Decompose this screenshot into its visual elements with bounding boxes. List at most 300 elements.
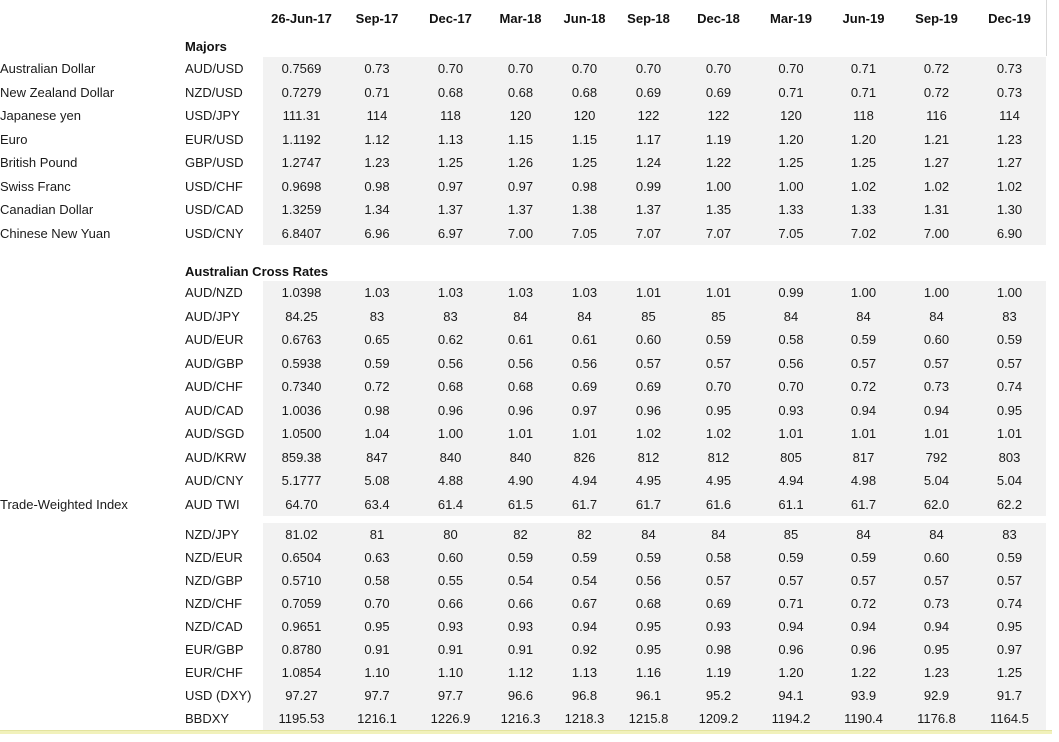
currency-name <box>0 328 185 352</box>
pair-label: USD/CHF <box>185 178 243 194</box>
pair-label: AUD/EUR <box>185 332 244 348</box>
rate-cell: 0.65 <box>340 328 414 352</box>
rate-cell: 1.25 <box>755 151 827 175</box>
table-row <box>0 281 1046 305</box>
rate-cell: 1.22 <box>827 661 900 684</box>
rate-cell: 4.88 <box>414 469 487 493</box>
rate-cell: 1.00 <box>973 281 1046 305</box>
currency-name <box>0 375 185 399</box>
rate-cell: 0.96 <box>827 638 900 661</box>
rate-cell: 1190.4 <box>827 707 900 730</box>
rate-cell: 7.07 <box>682 222 755 246</box>
rate-cell: 81.02 <box>263 523 340 546</box>
rate-cell: 118 <box>414 104 487 128</box>
rate-cell: 1218.3 <box>554 707 615 730</box>
rate-cell: 0.72 <box>827 592 900 615</box>
rate-cell: 0.59 <box>340 352 414 376</box>
rate-cell: 91.7 <box>973 684 1046 707</box>
table-row <box>0 305 1046 329</box>
currency-name <box>0 546 185 569</box>
rate-cell: 1.10 <box>340 661 414 684</box>
rate-cell: 0.98 <box>340 399 414 423</box>
rate-cell: 0.70 <box>682 375 755 399</box>
currency-name: Australian Dollar <box>0 61 96 77</box>
rate-cell: 0.94 <box>755 615 827 638</box>
rate-cell: 1.01 <box>554 422 615 446</box>
rate-cell: 1164.5 <box>973 707 1046 730</box>
rate-cell: 1.34 <box>340 198 414 222</box>
pair-label: USD/CAD <box>185 202 244 218</box>
rate-cell: 1.23 <box>973 128 1046 152</box>
rate-cell: 1.01 <box>900 422 973 446</box>
rate-cell: 826 <box>554 446 615 470</box>
table-row <box>0 175 1046 199</box>
rate-cell: 118 <box>827 104 900 128</box>
rate-cell: 0.7279 <box>263 81 340 105</box>
currency-name: Euro <box>0 131 28 147</box>
section-header-spacer <box>0 36 185 57</box>
rate-cell: 4.95 <box>682 469 755 493</box>
rate-cell: 0.70 <box>615 57 682 81</box>
rate-cell: 114 <box>973 104 1046 128</box>
table-row <box>0 707 1046 730</box>
rate-cell: 7.02 <box>827 222 900 246</box>
currency-name: Swiss Franc <box>0 178 71 194</box>
rate-cell: 92.9 <box>900 684 973 707</box>
rate-cell: 0.57 <box>827 569 900 592</box>
rate-cell: 1.02 <box>973 175 1046 199</box>
rate-cell: 0.95 <box>615 615 682 638</box>
pair-label: EUR/GBP <box>185 642 244 657</box>
currency-name <box>0 469 185 493</box>
rate-cell: 0.98 <box>554 175 615 199</box>
rate-cell: 1.00 <box>414 422 487 446</box>
rate-cell: 1.13 <box>414 128 487 152</box>
rate-cell: 0.7059 <box>263 592 340 615</box>
rate-cell: 0.93 <box>755 399 827 423</box>
rate-cell: 1194.2 <box>755 707 827 730</box>
rate-cell: 1.03 <box>554 281 615 305</box>
pair-label: USD/CNY <box>185 225 244 241</box>
rate-cell: 1.26 <box>487 151 554 175</box>
rate-cell: 1.15 <box>487 128 554 152</box>
rate-cell: 0.68 <box>487 81 554 105</box>
rate-cell: 114 <box>340 104 414 128</box>
rate-cell: 1.02 <box>615 422 682 446</box>
rate-cell: 0.74 <box>973 592 1046 615</box>
rate-cell: 82 <box>487 523 554 546</box>
rate-cell: 96.1 <box>615 684 682 707</box>
rate-cell: 116 <box>900 104 973 128</box>
rate-cell: 0.73 <box>900 375 973 399</box>
rate-cell: 1.02 <box>900 175 973 199</box>
currency-name: British Pound <box>0 155 78 171</box>
rate-cell: 1.33 <box>755 198 827 222</box>
pair-label: NZD/CAD <box>185 619 243 634</box>
rate-cell: 1.20 <box>755 661 827 684</box>
table-row <box>0 57 1046 81</box>
table-row <box>0 615 1046 638</box>
rate-cell: 7.00 <box>487 222 554 246</box>
rate-cell: 1.22 <box>682 151 755 175</box>
currency-name <box>0 352 185 376</box>
rate-cell: 122 <box>615 104 682 128</box>
rate-cell: 64.70 <box>263 493 340 517</box>
rate-cell: 84 <box>554 305 615 329</box>
rate-cell: 0.93 <box>682 615 755 638</box>
rate-cell: 1.19 <box>682 661 755 684</box>
rate-cell: 0.99 <box>615 175 682 199</box>
rate-cell: 1.23 <box>340 151 414 175</box>
rate-cell: 5.04 <box>900 469 973 493</box>
rate-cell: 0.70 <box>340 592 414 615</box>
rate-cell: 1.00 <box>755 175 827 199</box>
rate-cell: 0.95 <box>340 615 414 638</box>
rate-cell: 0.91 <box>487 638 554 661</box>
rate-cell: 61.7 <box>554 493 615 517</box>
rate-cell: 1.03 <box>414 281 487 305</box>
rate-cell: 0.71 <box>340 81 414 105</box>
rate-cell: 1.10 <box>414 661 487 684</box>
rate-cell: 1215.8 <box>615 707 682 730</box>
rate-cell: 0.95 <box>973 399 1046 423</box>
rate-cell: 0.7569 <box>263 57 340 81</box>
section-header-row <box>0 36 1046 57</box>
rate-cell: 0.62 <box>414 328 487 352</box>
rate-cell: 0.54 <box>554 569 615 592</box>
pair-label: EUR/USD <box>185 131 244 147</box>
rate-cell: 0.9698 <box>263 175 340 199</box>
section-gap <box>0 245 1046 261</box>
rate-cell: 1.01 <box>487 422 554 446</box>
rate-cell: 93.9 <box>827 684 900 707</box>
rate-cell: 0.59 <box>755 546 827 569</box>
rate-cell: 840 <box>414 446 487 470</box>
rate-cell: 1.23 <box>900 661 973 684</box>
rate-cell: 96.6 <box>487 684 554 707</box>
section-header-majors: Majors <box>185 39 227 54</box>
rate-cell: 84 <box>900 523 973 546</box>
rate-cell: 83 <box>414 305 487 329</box>
currency-name <box>0 399 185 423</box>
column-header-mar-18: Mar-18 <box>499 10 542 26</box>
rate-cell: 0.7340 <box>263 375 340 399</box>
pane-border-line <box>1046 0 1047 56</box>
column-header-jun-19: Jun-19 <box>842 10 885 26</box>
rate-cell: 0.72 <box>827 375 900 399</box>
rate-cell: 0.72 <box>900 57 973 81</box>
rate-cell: 0.55 <box>414 569 487 592</box>
rate-cell: 61.4 <box>414 493 487 517</box>
rate-cell: 1.03 <box>487 281 554 305</box>
currency-name <box>0 592 185 615</box>
rate-cell: 0.72 <box>900 81 973 105</box>
rate-cell: 1.21 <box>900 128 973 152</box>
rate-cell: 120 <box>554 104 615 128</box>
rate-cell: 1.25 <box>973 661 1046 684</box>
rate-cell: 6.90 <box>973 222 1046 246</box>
table-row <box>0 104 1046 128</box>
rate-cell: 0.54 <box>487 569 554 592</box>
rate-cell: 0.58 <box>682 546 755 569</box>
rate-cell: 0.71 <box>827 57 900 81</box>
rate-cell: 0.68 <box>414 81 487 105</box>
rate-cell: 1.0854 <box>263 661 340 684</box>
rate-cell: 1.30 <box>973 198 1046 222</box>
rate-cell: 0.6763 <box>263 328 340 352</box>
table-row <box>0 328 1046 352</box>
column-header-mar-19: Mar-19 <box>770 10 812 26</box>
rate-cell: 1.17 <box>615 128 682 152</box>
rate-cell: 80 <box>414 523 487 546</box>
rate-cell: 0.59 <box>487 546 554 569</box>
rate-cell: 1.12 <box>487 661 554 684</box>
rate-cell: 1.25 <box>414 151 487 175</box>
pair-label: USD/JPY <box>185 108 240 124</box>
rate-cell: 0.69 <box>615 81 682 105</box>
rate-cell: 84.25 <box>263 305 340 329</box>
currency-name <box>0 281 185 305</box>
table-head <box>0 0 1046 36</box>
rate-cell: 1.24 <box>615 151 682 175</box>
table-row <box>0 569 1046 592</box>
rate-cell: 0.96 <box>487 399 554 423</box>
rate-cell: 0.94 <box>900 399 973 423</box>
rate-cell: 97.27 <box>263 684 340 707</box>
rate-cell: 817 <box>827 446 900 470</box>
table-row <box>0 661 1046 684</box>
rate-cell: 0.61 <box>554 328 615 352</box>
rate-cell: 0.57 <box>682 352 755 376</box>
rate-cell: 0.68 <box>487 375 554 399</box>
rate-cell: 1.38 <box>554 198 615 222</box>
currency-name <box>0 684 185 707</box>
rate-cell: 61.1 <box>755 493 827 517</box>
rate-cell: 0.73 <box>973 81 1046 105</box>
rate-cell: 0.57 <box>827 352 900 376</box>
rate-cell: 84 <box>682 523 755 546</box>
rate-cell: 0.70 <box>414 57 487 81</box>
rate-cell: 0.97 <box>554 399 615 423</box>
rate-cell: 0.73 <box>900 592 973 615</box>
pair-label: BBDXY <box>185 711 230 726</box>
currency-name <box>0 569 185 592</box>
rate-cell: 83 <box>973 305 1046 329</box>
rate-cell: 0.91 <box>414 638 487 661</box>
column-header-sep-17: Sep-17 <box>355 10 399 26</box>
table-row <box>0 592 1046 615</box>
rate-cell: 120 <box>755 104 827 128</box>
pair-label: AUD/USD <box>185 61 244 77</box>
rate-cell: 1.04 <box>340 422 414 446</box>
rate-cell: 803 <box>973 446 1046 470</box>
rate-cell: 0.56 <box>615 569 682 592</box>
rate-cell: 97.7 <box>414 684 487 707</box>
rate-cell: 122 <box>682 104 755 128</box>
pair-label: NZD/JPY <box>185 527 240 542</box>
rate-cell: 0.57 <box>973 352 1046 376</box>
rate-cell: 0.94 <box>827 399 900 423</box>
rate-cell: 84 <box>755 305 827 329</box>
currency-name: New Zealand Dollar <box>0 84 115 100</box>
rate-cell: 111.31 <box>263 104 340 128</box>
rate-cell: 0.95 <box>900 638 973 661</box>
rate-cell: 0.94 <box>900 615 973 638</box>
currency-name <box>0 305 185 329</box>
rate-cell: 0.57 <box>973 569 1046 592</box>
table-row <box>0 198 1046 222</box>
rate-cell: 1.12 <box>340 128 414 152</box>
rate-cell: 7.07 <box>615 222 682 246</box>
table-row <box>0 399 1046 423</box>
section-gap <box>0 516 1046 523</box>
rate-cell: 0.56 <box>554 352 615 376</box>
rate-cell: 0.93 <box>487 615 554 638</box>
currency-name: Trade-Weighted Index <box>0 496 128 512</box>
rate-cell: 61.5 <box>487 493 554 517</box>
bottom-rule <box>0 730 1052 734</box>
rate-cell: 0.70 <box>554 57 615 81</box>
rate-cell: 0.66 <box>414 592 487 615</box>
rate-cell: 1.3259 <box>263 198 340 222</box>
rate-cell: 62.2 <box>973 493 1046 517</box>
column-header-jun-18: Jun-18 <box>563 10 606 26</box>
rate-cell: 812 <box>615 446 682 470</box>
pair-label: NZD/CHF <box>185 596 243 611</box>
section-gap-cell <box>0 516 1046 523</box>
rate-cell: 62.0 <box>900 493 973 517</box>
rate-cell: 0.96 <box>615 399 682 423</box>
header-spacer-pair <box>185 0 263 36</box>
section-header-australian-cross-rates: Australian Cross Rates <box>185 263 329 279</box>
pair-label: EUR/CHF <box>185 665 243 680</box>
rate-cell: 84 <box>900 305 973 329</box>
rate-cell: 0.95 <box>682 399 755 423</box>
rate-cell: 1.37 <box>615 198 682 222</box>
rate-cell: 4.94 <box>755 469 827 493</box>
currency-name <box>0 422 185 446</box>
column-header-sep-19: Sep-19 <box>915 10 958 26</box>
rate-cell: 0.94 <box>554 615 615 638</box>
rate-cell: 0.97 <box>973 638 1046 661</box>
rate-cell: 0.69 <box>554 375 615 399</box>
rate-cell: 0.73 <box>973 57 1046 81</box>
rate-cell: 97.7 <box>340 684 414 707</box>
rate-cell: 0.5710 <box>263 569 340 592</box>
currency-name: Japanese yen <box>0 108 81 124</box>
rate-cell: 1.01 <box>755 422 827 446</box>
rate-cell: 1209.2 <box>682 707 755 730</box>
rate-cell: 1.16 <box>615 661 682 684</box>
rate-cell: 6.97 <box>414 222 487 246</box>
rate-cell: 1.00 <box>682 175 755 199</box>
rate-cell: 0.5938 <box>263 352 340 376</box>
currency-name <box>0 661 185 684</box>
column-header-dec-17: Dec-17 <box>429 10 472 26</box>
table-row <box>0 493 1046 517</box>
rate-cell: 0.97 <box>487 175 554 199</box>
pair-label: AUD/GBP <box>185 355 244 371</box>
rate-cell: 0.57 <box>900 569 973 592</box>
rate-cell: 61.7 <box>615 493 682 517</box>
rate-cell: 0.73 <box>340 57 414 81</box>
currency-name: Chinese New Yuan <box>0 225 111 241</box>
currency-name <box>0 707 185 730</box>
rate-cell: 0.69 <box>682 592 755 615</box>
rate-cell: 0.60 <box>900 328 973 352</box>
pair-label: GBP/USD <box>185 155 244 171</box>
rate-cell: 1216.1 <box>340 707 414 730</box>
rate-cell: 1.31 <box>900 198 973 222</box>
rate-cell: 0.61 <box>487 328 554 352</box>
rate-cell: 0.60 <box>615 328 682 352</box>
currency-name <box>0 446 185 470</box>
rate-cell: 0.63 <box>340 546 414 569</box>
pair-label: AUD/CAD <box>185 402 244 418</box>
rate-cell: 0.59 <box>973 546 1046 569</box>
table-row <box>0 375 1046 399</box>
rate-cell: 0.68 <box>414 375 487 399</box>
section-header-row <box>0 261 1046 281</box>
rate-cell: 1176.8 <box>900 707 973 730</box>
rate-cell: 0.70 <box>755 57 827 81</box>
table-row <box>0 523 1046 546</box>
rate-cell: 0.99 <box>755 281 827 305</box>
rate-cell: 0.59 <box>554 546 615 569</box>
pair-label: AUD/KRW <box>185 449 247 465</box>
date-header-row <box>0 0 1046 36</box>
rate-cell: 0.93 <box>414 615 487 638</box>
rate-cell: 85 <box>682 305 755 329</box>
pair-label: AUD/NZD <box>185 285 243 301</box>
rate-cell: 1.0036 <box>263 399 340 423</box>
column-header-26-jun-17: 26-Jun-17 <box>271 10 332 26</box>
rate-cell: 0.8780 <box>263 638 340 661</box>
rate-cell: 84 <box>827 305 900 329</box>
rate-cell: 0.59 <box>615 546 682 569</box>
rate-cell: 0.68 <box>615 592 682 615</box>
rate-cell: 0.70 <box>755 375 827 399</box>
rate-cell: 84 <box>615 523 682 546</box>
pair-label: AUD TWI <box>185 496 240 512</box>
rate-cell: 0.95 <box>615 638 682 661</box>
rate-cell: 0.56 <box>414 352 487 376</box>
rate-cell: 0.56 <box>755 352 827 376</box>
section-header-spacer <box>0 261 185 281</box>
rate-cell: 0.95 <box>973 615 1046 638</box>
rate-cell: 840 <box>487 446 554 470</box>
rate-cell: 0.67 <box>554 592 615 615</box>
rate-cell: 1.0500 <box>263 422 340 446</box>
rate-cell: 0.71 <box>755 592 827 615</box>
rate-cell: 0.74 <box>973 375 1046 399</box>
rate-cell: 6.96 <box>340 222 414 246</box>
rate-cell: 0.66 <box>487 592 554 615</box>
rate-cell: 1.20 <box>755 128 827 152</box>
rate-cell: 1.15 <box>554 128 615 152</box>
rate-cell: 0.97 <box>414 175 487 199</box>
column-header-dec-19: Dec-19 <box>988 10 1031 26</box>
rate-cell: 1.03 <box>340 281 414 305</box>
rate-cell: 84 <box>487 305 554 329</box>
rate-cell: 0.69 <box>682 81 755 105</box>
rate-cell: 1.0398 <box>263 281 340 305</box>
table-row <box>0 222 1046 246</box>
rate-cell: 1.00 <box>900 281 973 305</box>
rate-cell: 95.2 <box>682 684 755 707</box>
rate-cell: 0.58 <box>340 569 414 592</box>
rate-cell: 1.2747 <box>263 151 340 175</box>
